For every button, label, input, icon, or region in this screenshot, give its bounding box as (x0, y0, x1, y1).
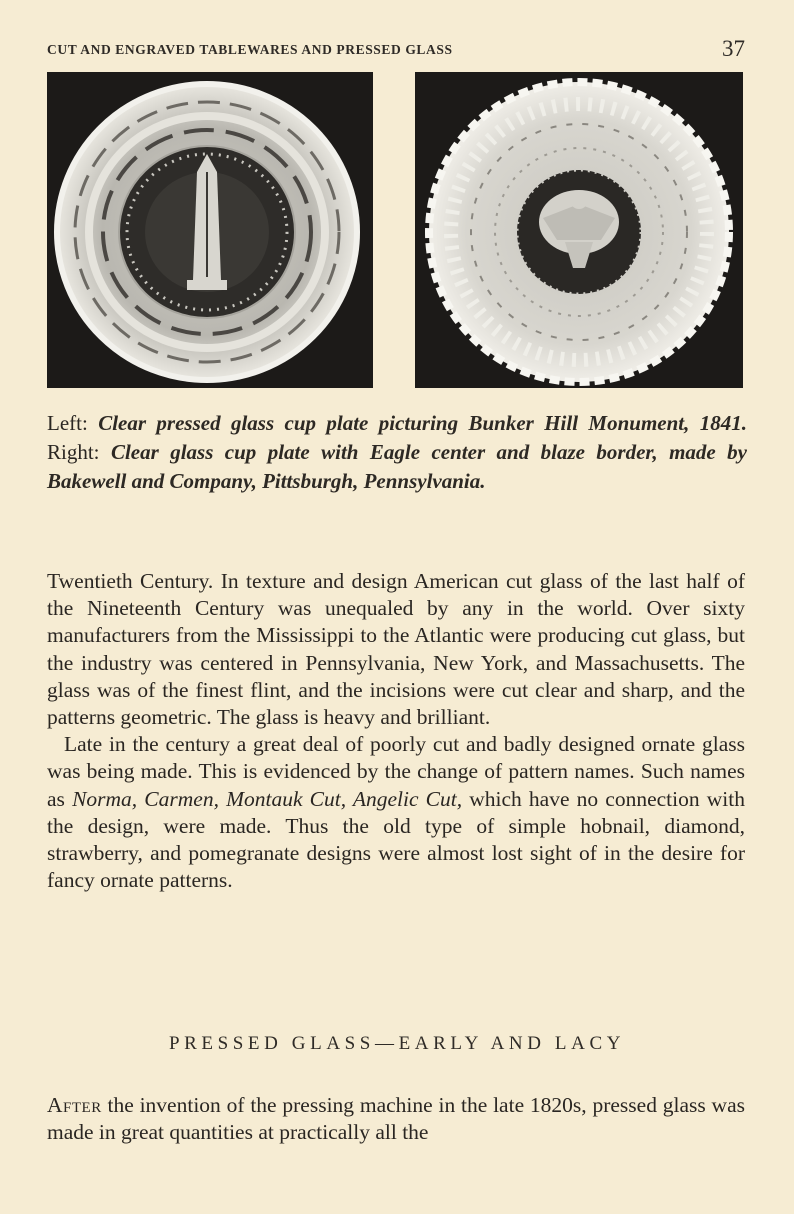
paragraph-1: Twentieth Century. In texture and design American cut glass of the last half of the Nineteenth Century was unequaled by any in the world. Over sixty manufacturers from the Mississippi to the Atlantic were producing cut glass, but the industry was centered in Pennsylvania, New York, and Massachusetts. The glass was of the finest flint, and the incisions were cut clear and sharp, and the patterns geometric. The glass is heavy and brilliant. (47, 569, 745, 730)
section-lead-word: After (47, 1093, 102, 1117)
page-header (47, 38, 747, 68)
paragraph-2-part-a: Late in the century a great deal of poorly cut and badly designed ornate glass was being made. This is evidenced by the change of pattern names. Such names as (47, 732, 745, 811)
photo-bunker-hill-cup-plate (47, 72, 373, 388)
caption-left-description: Clear pressed glass cup plate picturing Bunker Hill Monument, 1841. (98, 411, 748, 435)
section-paragraph (47, 1092, 745, 1146)
paragraph-2-part-b: which have no connection with the design, were made. Thus the old type of simple hobnail, diamond, strawberry, and pomegranate designs were almost lost sight of in the desire for fancy ornate patterns. (47, 786, 745, 893)
caption-left-label: Left: (47, 411, 88, 435)
section-heading: PRESSED GLASS—EARLY AND LACY (168, 1033, 626, 1054)
page-number: 37 (722, 36, 745, 61)
caption-right-label: Right: (47, 440, 100, 464)
section-text (47, 1092, 745, 1146)
photo-eagle-cup-plate (415, 72, 743, 388)
caption-right-description: Clear glass cup plate with Eagle center and blaze border, made by Bakewell and Company, Pittsburgh, Pennsylvania. (47, 440, 747, 493)
figure-caption (47, 409, 747, 496)
running-head: CUT AND ENGRAVED TABLEWARES AND PRESSED GLASS (47, 42, 453, 57)
paragraph-2 (47, 731, 745, 894)
pattern-names: Norma, Carmen, Montauk Cut, Angelic Cut, (72, 786, 463, 811)
section-paragraph-text: the invention of the pressing machine in the late 1820s, pressed glass was made in great quantities at practically all the (47, 1093, 745, 1145)
body-text (47, 568, 745, 894)
